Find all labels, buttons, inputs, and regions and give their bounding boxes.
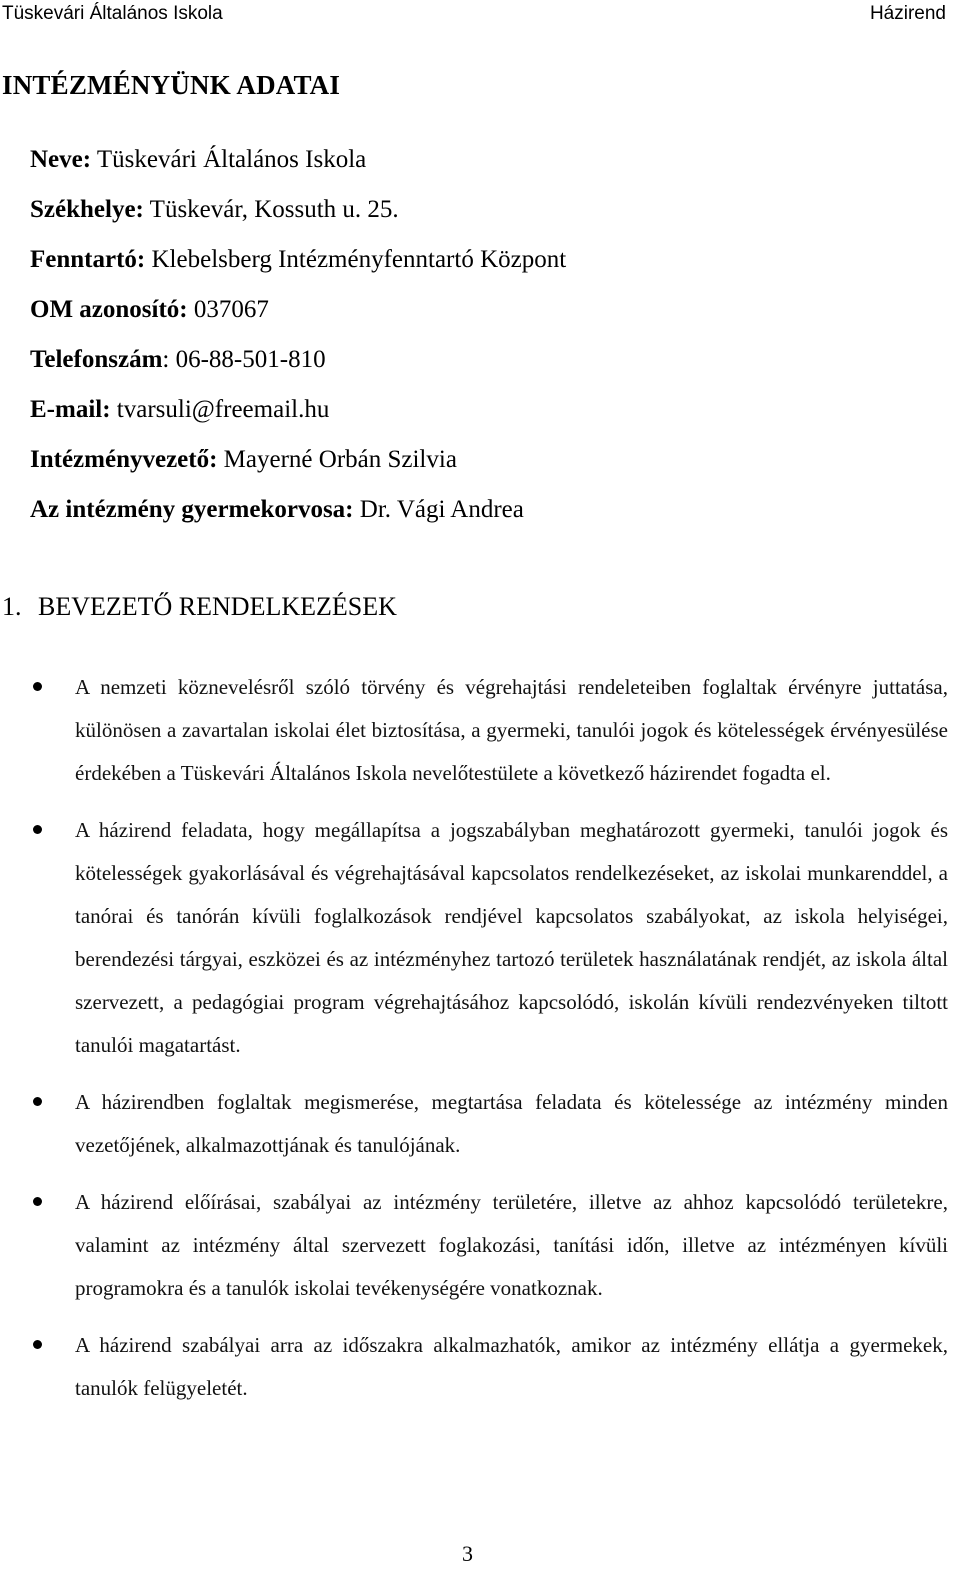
provisions-list	[0, 666, 948, 1424]
info-label: E-mail:	[30, 396, 111, 423]
chapter-title: BEVEZETŐ RENDELKEZÉSEK	[38, 592, 397, 621]
info-label: Székhelye:	[30, 196, 144, 223]
bullet-icon	[33, 1097, 42, 1106]
info-value: : 06-88-501-810	[162, 346, 326, 373]
bullet-icon	[33, 825, 42, 834]
info-row-name	[30, 140, 930, 190]
info-row-email	[30, 390, 930, 440]
info-value: Tüskevári Általános Iskola	[91, 146, 367, 173]
bullet-icon	[33, 1340, 42, 1349]
list-item	[0, 666, 948, 795]
bullet-icon	[33, 682, 42, 691]
info-label: Az intézmény gyermekorvosa:	[30, 496, 354, 523]
list-item-text: A házirend szabályai arra az időszakra alkalmazhatók, amikor az intézmény ellátja a gyermekek, tanulók felügyeletét.	[75, 1333, 948, 1400]
page-number: 3	[462, 1541, 473, 1566]
list-item	[0, 809, 948, 1067]
page-header	[0, 0, 948, 28]
info-row-director	[30, 440, 930, 490]
info-row-om-id	[30, 290, 930, 340]
list-item	[0, 1324, 948, 1410]
info-value: Klebelsberg Intézményfenntartó Központ	[145, 246, 567, 273]
info-label: Fenntartó:	[30, 246, 146, 273]
info-label: OM azonosító:	[30, 296, 188, 323]
list-item-text: A házirendben foglaltak megismerése, megtartása feladata és kötelessége az intézmény minden vezetőjének, alkalmazottjának és tanulójának.	[75, 1090, 948, 1157]
info-value: Dr. Vági Andrea	[353, 496, 524, 523]
info-row-pediatrician	[30, 490, 930, 540]
header-document-name: Házirend	[869, 3, 946, 24]
info-row-maintainer	[30, 240, 930, 290]
bullet-icon	[33, 1197, 42, 1206]
info-value: tvarsuli@freemail.hu	[110, 396, 330, 423]
list-item-text: A házirend feladata, hogy megállapítsa a jogszabályban meghatározott gyermeki, tanulói jogok és kötelességek gyakorlásával és végrehajtásával kapcsolatos rendelkezéseket, az iskolai munkarenddel, a tanórai és tanórán kívüli foglalkozások rendjével kapcsolatos szabályokat, az iskola helyiségei, berendezési tárgyai, eszközei és az intézményhez tartozó területek használatának rendjét, az iskola által szervezett, a pedagógiai program végrehajtásához kapcsolódó, iskolán kívüli rendezvényeken tiltott tanulói magatartást.	[75, 818, 948, 1057]
info-label: Neve:	[30, 146, 92, 173]
institution-info	[30, 140, 930, 540]
list-item	[0, 1181, 948, 1310]
list-item-text: A nemzeti köznevelésről szóló törvény és végrehajtási rendeleteiben foglaltak érvényre juttatása, különösen a zavartalan iskolai élet biztosítása, a gyermeki, tanulói jogok és kötelességek érvényesülése érdekében a Tüskevári Általános Iskola nevelőtestülete a következő házirendet fogadta el.	[75, 675, 948, 785]
list-item-text: A házirend előírásai, szabályai az intézmény területére, illetve az ahhoz kapcsolódó területekre, valamint az intézmény által szervezett foglakozási, tanítási időn, illetve az intézményen kívüli programokra és a tanulók iskolai tevékenységére vonatkoznak.	[75, 1190, 948, 1300]
info-value: 037067	[187, 296, 269, 323]
info-value: Tüskevár, Kossuth u. 25.	[143, 196, 399, 223]
list-item	[0, 1081, 948, 1167]
info-label: Telefonszám	[30, 346, 163, 373]
chapter-heading	[2, 592, 397, 622]
info-value: Mayerné Orbán Szilvia	[217, 446, 457, 473]
header-school-name: Tüskevári Általános Iskola	[2, 3, 223, 24]
info-label: Intézményvezető:	[30, 446, 218, 473]
info-row-phone	[30, 340, 930, 390]
chapter-number: 1.	[2, 592, 22, 621]
section-title: INTÉZMÉNYÜNK ADATAI	[2, 70, 341, 100]
info-row-seat	[30, 190, 930, 240]
